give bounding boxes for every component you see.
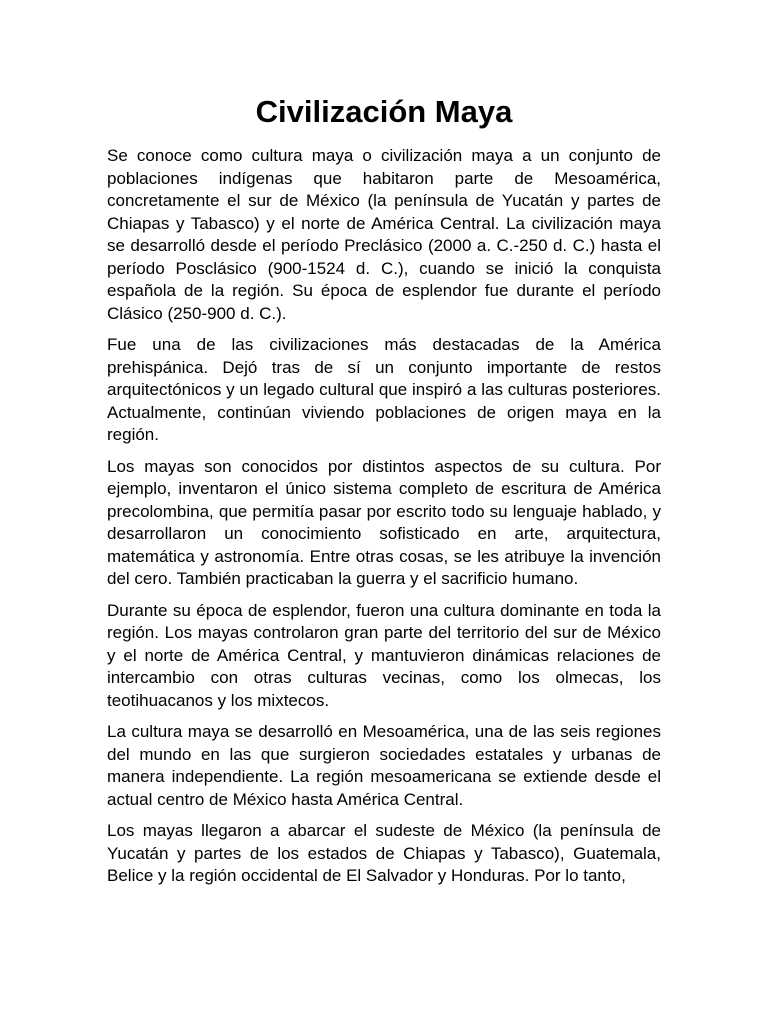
paragraph-mesoamerica: La cultura maya se desarrolló en Mesoamérica, una de las seis regiones del mundo en las que surgieron sociedades estatales y urbanas de manera independiente. La región mesoamericana se extiende desde el actual centro de México hasta América Central. [107,722,661,809]
paragraph-legacy: Fue una de las civilizaciones más destacadas de la América prehispánica. Dejó tras de sí un conjunto importante de restos arquitectónicos y un legado cultural que inspiró a las culturas posteriores. Actualmente, continúan viviendo poblaciones de origen maya en la región. [107,335,661,444]
paragraph-intro: Se conoce como cultura maya o civilización maya a un conjunto de poblaciones indígenas que habitaron parte de Mesoamérica, concretamente el sur de México (la península de Yucatán y partes de Chiapas y Tabasco) y el norte de América Central. La civilización maya se desarrolló desde el período Preclásico (2000 a. C.-250 d. C.) hasta el período Posclásico (900-1524 d. C.), cuando se inició la conquista española de la región. Su época de esplendor fue durante el período Clásico (250-900 d. C.). [107,146,661,323]
paragraph-culture: Los mayas son conocidos por distintos aspectos de su cultura. Por ejemplo, inventaron el único sistema completo de escritura de América precolombina, que permitía pasar por escrito todo su lenguaje hablado, y desarrollaron un conocimiento sofisticado en arte, arquitectura, matemática y astronomía. Entre otras cosas, se les atribuye la invención del cero. También practicaban la guerra y el sacrificio humano. [107,456,661,588]
paragraph-territory: Los mayas llegaron a abarcar el sudeste de México (la península de Yucatán y partes de los estados de Chiapas y Tabasco), Guatemala, Belice y la región occidental de El Salvador y Honduras. Por lo tanto, [107,821,661,885]
document-title: Civilización Maya [255,94,513,129]
paragraph-dominance: Durante su época de esplendor, fueron una cultura dominante en toda la región. Los mayas controlaron gran parte del territorio del sur de México y el norte de América Central, y mantuvieron dinámicas relaciones de intercambio con otras culturas vecinas, como los olmecas, los teotihuacanos y los mixtecos. [107,600,661,710]
document-page [107,88,661,897]
